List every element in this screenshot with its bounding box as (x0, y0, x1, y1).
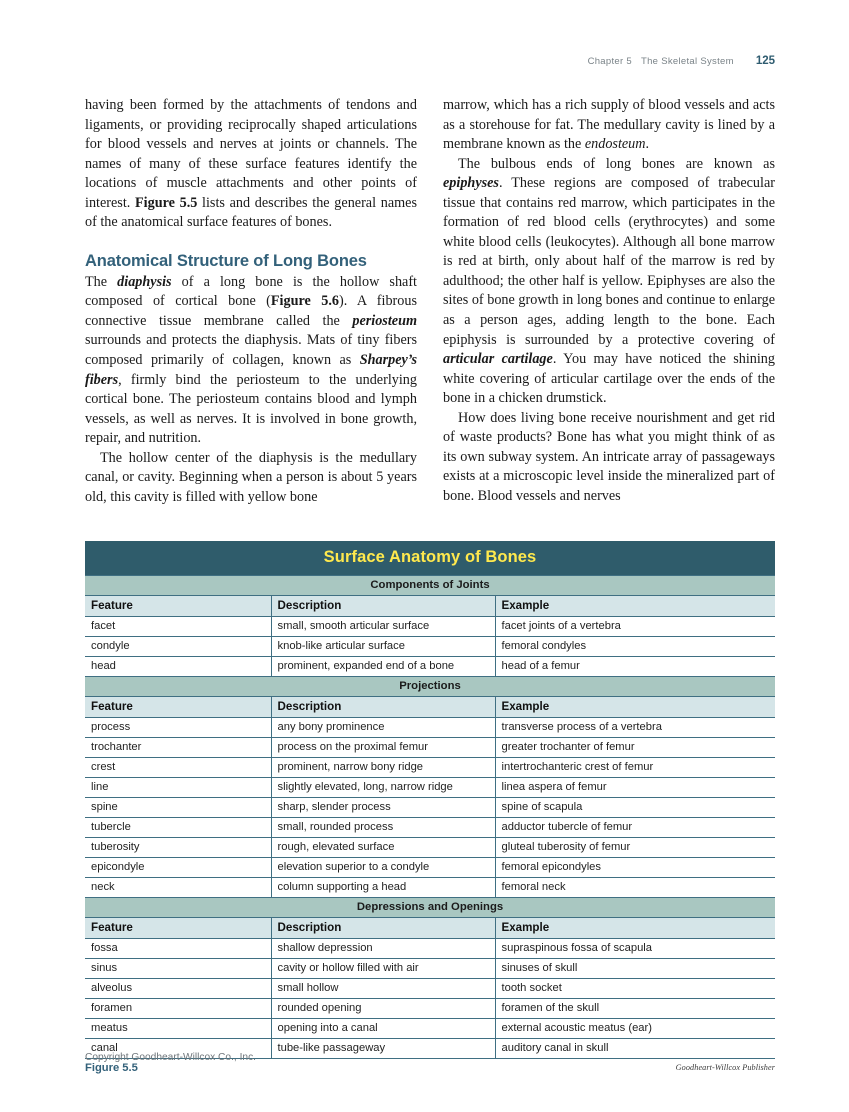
surface-anatomy-table-body (85, 541, 775, 1059)
table-cell: process on the proximal femur (271, 738, 495, 758)
table-cell: external acoustic meatus (ear) (495, 1019, 775, 1039)
table-cell: cavity or hollow filled with air (271, 959, 495, 979)
table-cell: tuberosity (85, 838, 271, 858)
right-paragraph-1 (443, 96, 775, 155)
table-row (85, 778, 775, 798)
table-cell: auditory canal in skull (495, 1039, 775, 1059)
right-paragraph-3: How does living bone receive nourishment and get rid of waste products? Bone has what you might think of as its own subway system. An intricate array of passageways exists at a microscopic level inside the mineralized part of bone. Blood vessels and nerves (443, 409, 775, 504)
table-row (85, 798, 775, 818)
left-column (85, 96, 417, 507)
table-cell: process (85, 718, 271, 738)
right-p2-text-b: . These regions are composed of trabecular tissue that contains red marrow, which participates in the formation of red blood cells (erythrocytes) and some white blood cells (leukocytes). Although all bone marrow is red at birth, only about half of the marrow is red by adulthood; the other half is yellow. Epiphyses are also the sites of bone growth in long bones and continue to enlarge as a person ages, adding length to the bone. Each epiphysis is surrounded by a protective covering of (443, 175, 775, 348)
figure-footer (85, 1062, 775, 1078)
left-p2-text-a: The (85, 273, 118, 290)
table-cell: trochanter (85, 738, 271, 758)
table-cell: head (85, 657, 271, 677)
table-cell: head of a femur (495, 657, 775, 677)
table-cell: rounded opening (271, 999, 495, 1019)
table-cell: facet (85, 617, 271, 637)
right-p1-text-b: . (645, 136, 650, 153)
table-row (85, 878, 775, 898)
table-cell: prominent, narrow bony ridge (271, 758, 495, 778)
table-section-header-label: Projections (85, 677, 775, 697)
right-paragraph-2 (443, 155, 775, 409)
table-cell: foramen of the skull (495, 999, 775, 1019)
table-column-header-example: Example (495, 918, 775, 939)
table-cell: transverse process of a vertebra (495, 718, 775, 738)
body-columns (85, 96, 775, 516)
right-column (443, 96, 775, 506)
table-cell: canal (85, 1039, 271, 1059)
table-row (85, 617, 775, 637)
table-column-header-row (85, 918, 775, 939)
left-p1-text-a: having been formed by the attachments of tendons and ligaments, or providing reciprocally shaped articulations for blood vessels and nerves at joints or channels. The names of many of these surface features identify the locations of muscle attachments and other points of interest. (85, 97, 417, 211)
table-cell: any bony prominence (271, 718, 495, 738)
table-section-header-label: Depressions and Openings (85, 898, 775, 918)
table-cell: tooth socket (495, 979, 775, 999)
table-row (85, 718, 775, 738)
key-term-epiphyses: epiphyses (443, 175, 499, 192)
table-cell: spine of scapula (495, 798, 775, 818)
table-cell: fossa (85, 939, 271, 959)
key-term-periosteum: periosteum (352, 312, 417, 329)
figure-5-5 (85, 541, 775, 1078)
running-head-chapter-number: Chapter 5 (587, 56, 632, 67)
table-row (85, 758, 775, 778)
left-paragraph-3: The hollow center of the diaphysis is the medullary canal, or cavity. Beginning when a person is about 5 years old, this cavity is filled with yellow bone (85, 449, 417, 505)
section-heading-anatomical-structure: Anatomical Structure of Long Bones (85, 251, 367, 270)
running-head (85, 55, 775, 67)
table-title: Surface Anatomy of Bones (85, 541, 775, 576)
table-row (85, 818, 775, 838)
table-cell: small hollow (271, 979, 495, 999)
table-row (85, 637, 775, 657)
table-row (85, 1019, 775, 1039)
key-term-sharpeys-fibers: Sharpey’s fibers (85, 352, 417, 388)
table-column-header-description: Description (271, 918, 495, 939)
copyright-notice: Copyright Goodheart-Willcox Co., Inc. (85, 1052, 256, 1063)
table-cell: gluteal tuberosity of femur (495, 838, 775, 858)
table-cell: neck (85, 878, 271, 898)
table-cell: shallow depression (271, 939, 495, 959)
figure-reference-5-5: Figure 5.5 (135, 194, 198, 211)
table-cell: spine (85, 798, 271, 818)
left-p2-text-e: , firmly bind the periosteum to the underlying cortical bone. The periosteum contains blood and lymph vessels, as well as nerves. It is involved in bone growth, repair, and nutrition. (85, 371, 417, 447)
table-cell: facet joints of a vertebra (495, 617, 775, 637)
table-cell: adductor tubercle of femur (495, 818, 775, 838)
table-cell: epicondyle (85, 858, 271, 878)
table-cell: rough, elevated surface (271, 838, 495, 858)
table-column-header-example: Example (495, 697, 775, 718)
left-p1-text-b: lists and describes the general names of the anatomical surface features of bones. (85, 194, 417, 231)
page-number: 125 (755, 55, 775, 67)
table-cell: alveolus (85, 979, 271, 999)
table-row (85, 939, 775, 959)
table-cell: slightly elevated, long, narrow ridge (271, 778, 495, 798)
figure-credit: Goodheart-Willcox Publisher (675, 1063, 775, 1072)
table-cell: meatus (85, 1019, 271, 1039)
right-p2-text-c: . You may have noticed the shining white covering of articular cartilage over the ends of the bone in a chicken drumstick. (443, 351, 775, 407)
figure-reference-5-6: Figure 5.6 (270, 293, 339, 310)
table-cell: tube-like passageway (271, 1039, 495, 1059)
table-cell: line (85, 778, 271, 798)
table-column-header-feature: Feature (85, 596, 271, 617)
table-cell: intertrochanteric crest of femur (495, 758, 775, 778)
table-cell: knob-like articular surface (271, 637, 495, 657)
table-row (85, 738, 775, 758)
table-column-header-feature: Feature (85, 697, 271, 718)
table-row (85, 999, 775, 1019)
right-p1-text-a: marrow, which has a rich supply of blood vessels and acts as a storehouse for fat. The medullary cavity is lined by a membrane known as the (443, 97, 775, 153)
surface-anatomy-table (85, 541, 775, 1059)
table-cell: sinuses of skull (495, 959, 775, 979)
left-paragraph-2 (85, 273, 417, 449)
table-cell: elevation superior to a condyle (271, 858, 495, 878)
table-section-header-row (85, 677, 775, 697)
table-cell: greater trochanter of femur (495, 738, 775, 758)
left-p2-text-d: surrounds and protects the diaphysis. Mats of tiny fibers composed primarily of collagen, known as (85, 332, 417, 369)
table-cell: linea aspera of femur (495, 778, 775, 798)
table-row (85, 858, 775, 878)
table-cell: condyle (85, 637, 271, 657)
table-row (85, 979, 775, 999)
table-cell: opening into a canal (271, 1019, 495, 1039)
table-cell: sinus (85, 959, 271, 979)
table-section-header-label: Components of Joints (85, 576, 775, 596)
table-cell: supraspinous fossa of scapula (495, 939, 775, 959)
left-paragraph-1 (85, 96, 417, 233)
table-cell: small, rounded process (271, 818, 495, 838)
table-cell: femoral epicondyles (495, 858, 775, 878)
table-row (85, 959, 775, 979)
table-cell: column supporting a head (271, 878, 495, 898)
table-title-row (85, 541, 775, 576)
table-row (85, 838, 775, 858)
table-column-header-row (85, 697, 775, 718)
right-p2-text-a: The bulbous ends of long bones are known as (458, 155, 775, 172)
table-row (85, 657, 775, 677)
table-cell: femoral condyles (495, 637, 775, 657)
table-cell: femoral neck (495, 878, 775, 898)
table-cell: crest (85, 758, 271, 778)
table-column-header-description: Description (271, 596, 495, 617)
table-cell: tubercle (85, 818, 271, 838)
table-column-header-description: Description (271, 697, 495, 718)
table-column-header-example: Example (495, 596, 775, 617)
table-column-header-feature: Feature (85, 918, 271, 939)
left-p2-text-c: ). A fibrous connective tissue membrane called the (85, 293, 417, 329)
left-p2-text-b: of a long bone is the hollow shaft composed of cortical bone ( (85, 273, 417, 310)
table-column-header-row (85, 596, 775, 617)
table-cell: sharp, slender process (271, 798, 495, 818)
table-section-header-row (85, 898, 775, 918)
running-head-chapter-title: The Skeletal System (640, 56, 734, 67)
table-cell: prominent, expanded end of a bone (271, 657, 495, 677)
table-cell: small, smooth articular surface (271, 617, 495, 637)
figure-caption-label: Figure 5.5 (85, 1062, 138, 1074)
table-section-header-row (85, 576, 775, 596)
key-term-articular-cartilage: articular cartilage (443, 351, 553, 368)
key-term-endosteum: endosteum (584, 136, 646, 153)
key-term-diaphysis: diaphysis (117, 273, 172, 290)
table-cell: foramen (85, 999, 271, 1019)
